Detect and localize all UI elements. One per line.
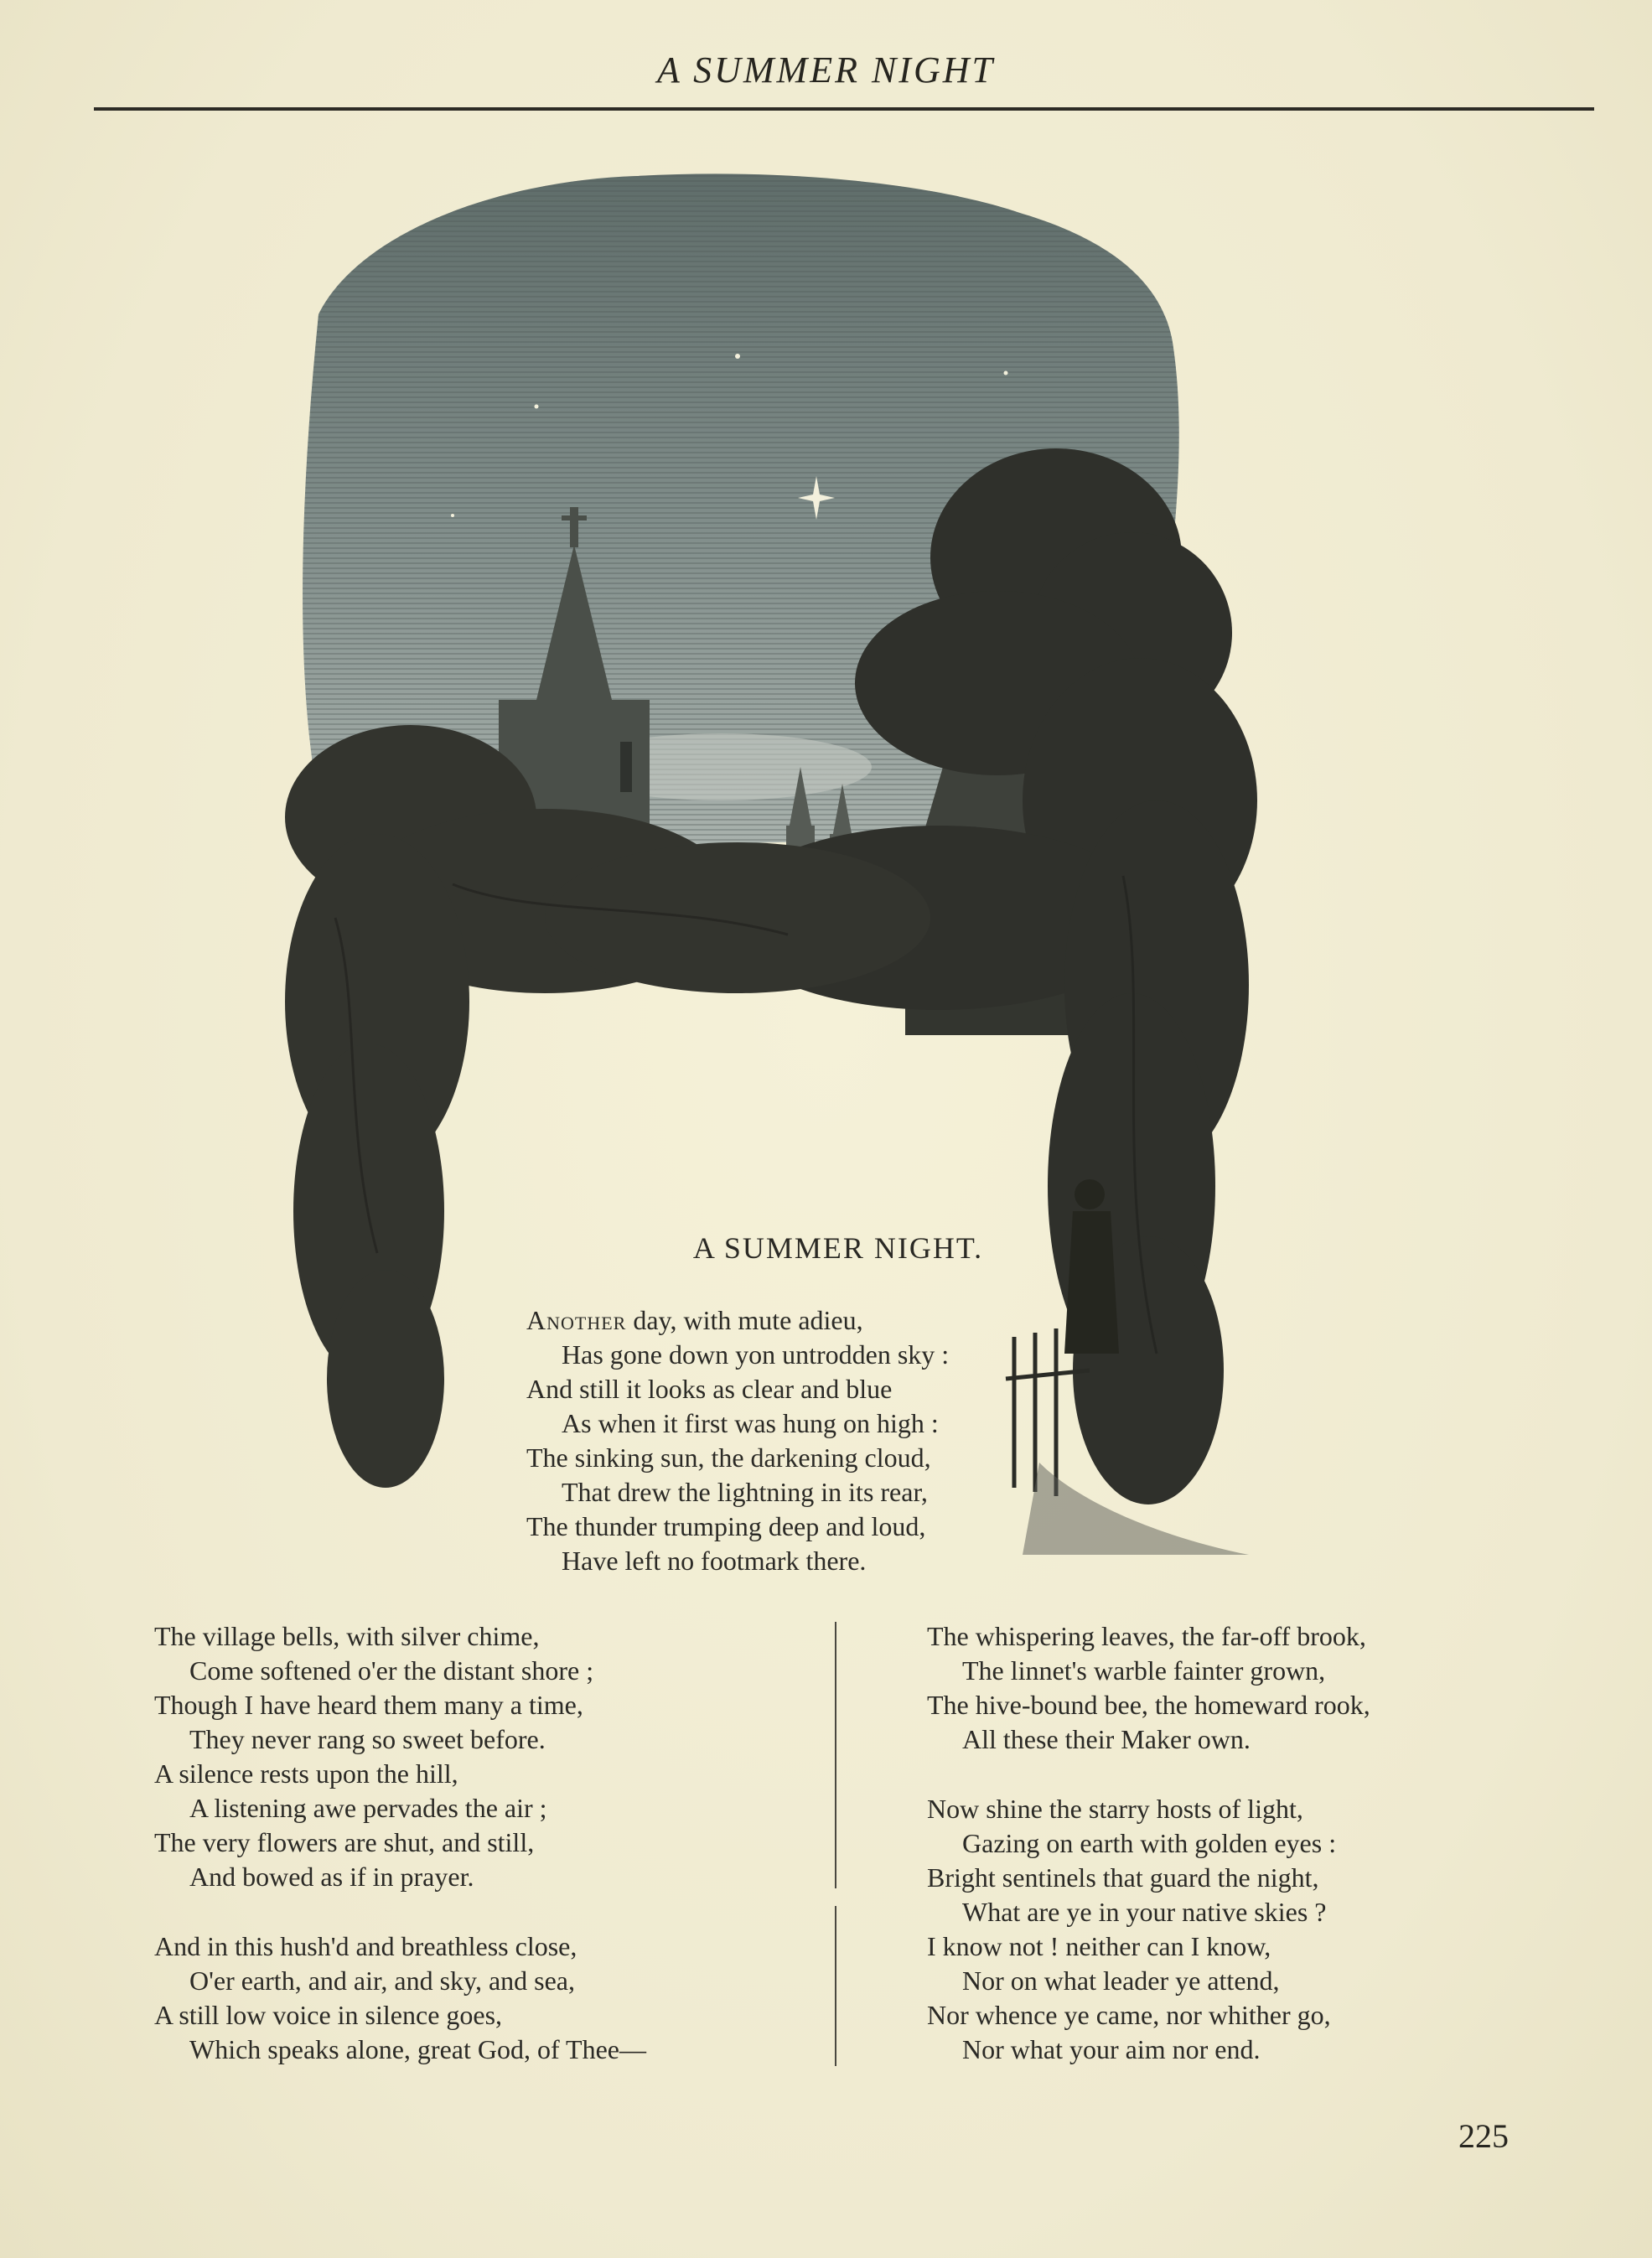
poem-line: Gazing on earth with golden eyes :: [962, 1828, 1337, 1858]
poem-line: Come softened o'er the distant shore ;: [189, 1655, 594, 1686]
right-stanza-1: [927, 1619, 1370, 1757]
poem-line: Nor whence ye came, nor whither go,: [927, 2000, 1331, 2030]
poem-line: The very flowers are shut, and still,: [154, 1827, 535, 1857]
poem-line: And still it looks as clear and blue: [526, 1374, 893, 1404]
poem-line: I know not ! neither can I know,: [927, 1931, 1271, 1961]
poem-line: The village bells, with silver chime,: [154, 1621, 540, 1651]
left-stanza-1: [154, 1619, 593, 1894]
poem-line: Nor on what leader ye attend,: [962, 1965, 1280, 1996]
poem-line: As when it first was hung on high :: [562, 1408, 939, 1438]
poem-line: The hive-bound bee, the homeward rook,: [927, 1690, 1370, 1720]
poem-line: A silence rests upon the hill,: [154, 1758, 458, 1789]
poem-title: A SUMMER NIGHT.: [692, 1231, 984, 1265]
poem-line: What are ye in your native skies ?: [962, 1897, 1327, 1927]
poem-line: And bowed as if in prayer.: [189, 1862, 474, 1892]
poem-line: Nor what your aim nor end.: [962, 2034, 1261, 2064]
header-rule: [94, 107, 1594, 111]
poem-line: O'er earth, and air, and sky, and sea,: [189, 1965, 575, 1996]
poem-line: Has gone down yon untrodden sky :: [562, 1339, 950, 1370]
poem-line: A listening awe pervades the air ;: [189, 1793, 547, 1823]
opening-word: Another: [526, 1305, 627, 1335]
poem-line: Have left no footmark there.: [562, 1546, 867, 1576]
poem-line: The linnet's warble fainter grown,: [962, 1655, 1326, 1686]
right-stanza-2: [927, 1792, 1336, 2067]
poem-line: A still low voice in silence goes,: [154, 2000, 503, 2030]
poem-line: Another day, with mute adieu,: [526, 1305, 863, 1335]
column-divider: [835, 1622, 836, 2066]
poem-line: The sinking sun, the darkening cloud,: [526, 1442, 931, 1473]
running-head: A SUMMER NIGHT: [657, 49, 995, 91]
poem-line: Bright sentinels that guard the night,: [927, 1862, 1319, 1893]
poem-line: They never rang so sweet before.: [189, 1724, 546, 1754]
poem-line: And in this hush'd and breathless close,: [154, 1931, 577, 1961]
poem-line: Though I have heard them many a time,: [154, 1690, 583, 1720]
page-number: 225: [1458, 2117, 1509, 2155]
poem-line: Which speaks alone, great God, of Thee—: [189, 2034, 646, 2064]
poem-line: That drew the lightning in its rear,: [562, 1477, 928, 1507]
poem-line: All these their Maker own.: [962, 1724, 1251, 1754]
left-stanza-2: [154, 1929, 646, 2067]
poem-line: The whispering leaves, the far-off brook,: [927, 1621, 1366, 1651]
poem-line: The thunder trumping deep and loud,: [526, 1511, 926, 1541]
intro-stanza: [526, 1303, 949, 1578]
poem-line: Now shine the starry hosts of light,: [927, 1794, 1303, 1824]
